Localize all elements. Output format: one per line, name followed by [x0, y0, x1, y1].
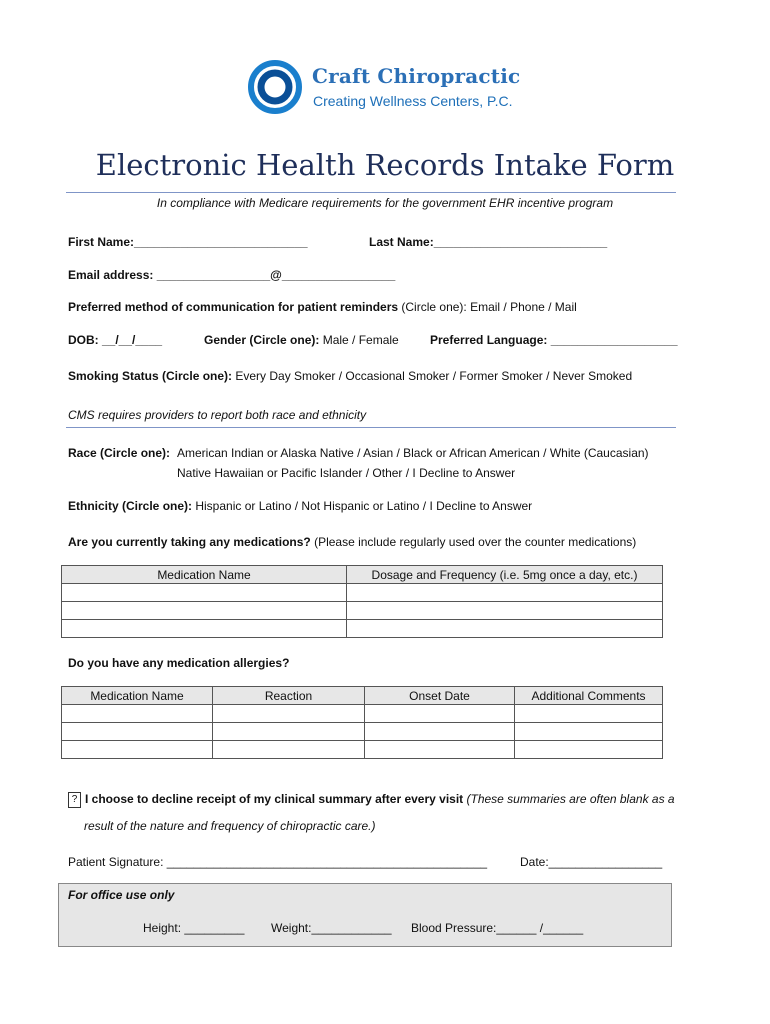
medications-question-note: (Please include regularly used over the counter medications): [310, 535, 637, 549]
communication-options[interactable]: (Circle one): Email / Phone / Mail: [398, 300, 577, 314]
date-field[interactable]: Date:_________________: [520, 855, 663, 869]
table-cell[interactable]: [365, 705, 515, 723]
dob-field[interactable]: DOB: __/__/____: [68, 333, 163, 347]
table-header-cell: Dosage and Frequency (i.e. 5mg once a day, etc.): [347, 566, 663, 584]
smoking-options[interactable]: Every Day Smoker / Occasional Smoker / Former Smoker / Never Smoked: [232, 369, 633, 383]
ethnicity-options[interactable]: Hispanic or Latino / Not Hispanic or Latino / I Decline to Answer: [192, 499, 533, 513]
table-cell[interactable]: [213, 741, 365, 759]
logo: [248, 60, 538, 120]
decline-summary-note-b: result of the nature and frequency of chiropractic care.): [84, 819, 376, 833]
table-cell[interactable]: [62, 584, 347, 602]
table-cell[interactable]: [515, 705, 663, 723]
page-subtitle: In compliance with Medicare requirements for the government EHR incentive program: [156, 196, 614, 210]
gender-field: [204, 333, 399, 347]
table-header-row: [62, 566, 663, 584]
table-cell[interactable]: [62, 723, 213, 741]
table-cell[interactable]: [213, 705, 365, 723]
table-cell[interactable]: [365, 741, 515, 759]
table-cell[interactable]: [515, 741, 663, 759]
page-title: Electronic Health Records Intake Form: [95, 148, 675, 182]
height-field[interactable]: Height: _________: [143, 921, 245, 935]
table-cell[interactable]: [365, 723, 515, 741]
table-header-cell: Additional Comments: [515, 687, 663, 705]
communication-preference: [68, 300, 577, 314]
table-cell[interactable]: [62, 620, 347, 638]
last-name-field[interactable]: Last Name:__________________________: [369, 235, 608, 249]
logo-tagline: Creating Wellness Centers, P.C.: [313, 93, 513, 109]
decline-summary-label: I choose to decline receipt of my clinical summary after every visit: [85, 792, 464, 807]
email-field[interactable]: Email address: _________________@_________________: [68, 268, 396, 282]
table-cell[interactable]: [62, 705, 213, 723]
race-label: Race (Circle one):: [68, 446, 171, 460]
gender-label: Gender (Circle one):: [204, 333, 320, 347]
cms-divider: [66, 427, 676, 428]
table-row: [62, 620, 663, 638]
table-row: [62, 723, 663, 741]
table-row: [62, 602, 663, 620]
gender-options[interactable]: Male / Female: [319, 333, 399, 347]
decline-summary-checkbox[interactable]: ?: [68, 792, 81, 808]
ethnicity-label: Ethnicity (Circle one):: [68, 499, 193, 513]
ethnicity-field: [68, 499, 532, 513]
smoking-status: [68, 369, 632, 383]
medications-question: [68, 535, 636, 549]
title-divider: [66, 192, 676, 193]
patient-signature-field[interactable]: Patient Signature: ________________________________________________: [68, 855, 488, 869]
race-options-line2[interactable]: Native Hawaiian or Pacific Islander / Other / I Decline to Answer: [177, 466, 516, 480]
table-row: [62, 705, 663, 723]
table-cell[interactable]: [347, 602, 663, 620]
table-cell[interactable]: [347, 620, 663, 638]
logo-ring-icon: [248, 60, 302, 114]
table-row: [62, 741, 663, 759]
language-field[interactable]: Preferred Language: ___________________: [430, 333, 678, 347]
decline-summary-note-a: (These summaries are often blank as a: [463, 792, 675, 807]
table-header-cell: Medication Name: [62, 687, 213, 705]
first-name-field[interactable]: First Name:__________________________: [68, 235, 308, 249]
communication-label: Preferred method of communication for patient reminders: [68, 300, 399, 314]
blood-pressure-field[interactable]: Blood Pressure:______ /______: [411, 921, 584, 935]
medications-table: [61, 565, 663, 638]
allergies-question: Do you have any medication allergies?: [68, 656, 290, 670]
table-cell[interactable]: [62, 741, 213, 759]
medications-question-text: Are you currently taking any medications?: [68, 535, 311, 549]
table-cell[interactable]: [62, 602, 347, 620]
table-header-row: [62, 687, 663, 705]
table-header-cell: Medication Name: [62, 566, 347, 584]
table-header-cell: Onset Date: [365, 687, 515, 705]
race-options-line1[interactable]: American Indian or Alaska Native / Asian / Black or African American / White (Caucasian): [177, 446, 649, 460]
logo-name: Craft Chiropractic: [312, 64, 521, 88]
table-cell[interactable]: [347, 584, 663, 602]
smoking-label: Smoking Status (Circle one):: [68, 369, 233, 383]
weight-field[interactable]: Weight:____________: [271, 921, 392, 935]
allergies-table: [61, 686, 663, 759]
table-header-cell: Reaction: [213, 687, 365, 705]
table-cell[interactable]: [515, 723, 663, 741]
table-cell[interactable]: [213, 723, 365, 741]
clinical-summary-opt-out: [68, 792, 675, 808]
office-use-title: For office use only: [68, 888, 175, 902]
table-row: [62, 584, 663, 602]
cms-note: CMS requires providers to report both race and ethnicity: [68, 408, 367, 422]
